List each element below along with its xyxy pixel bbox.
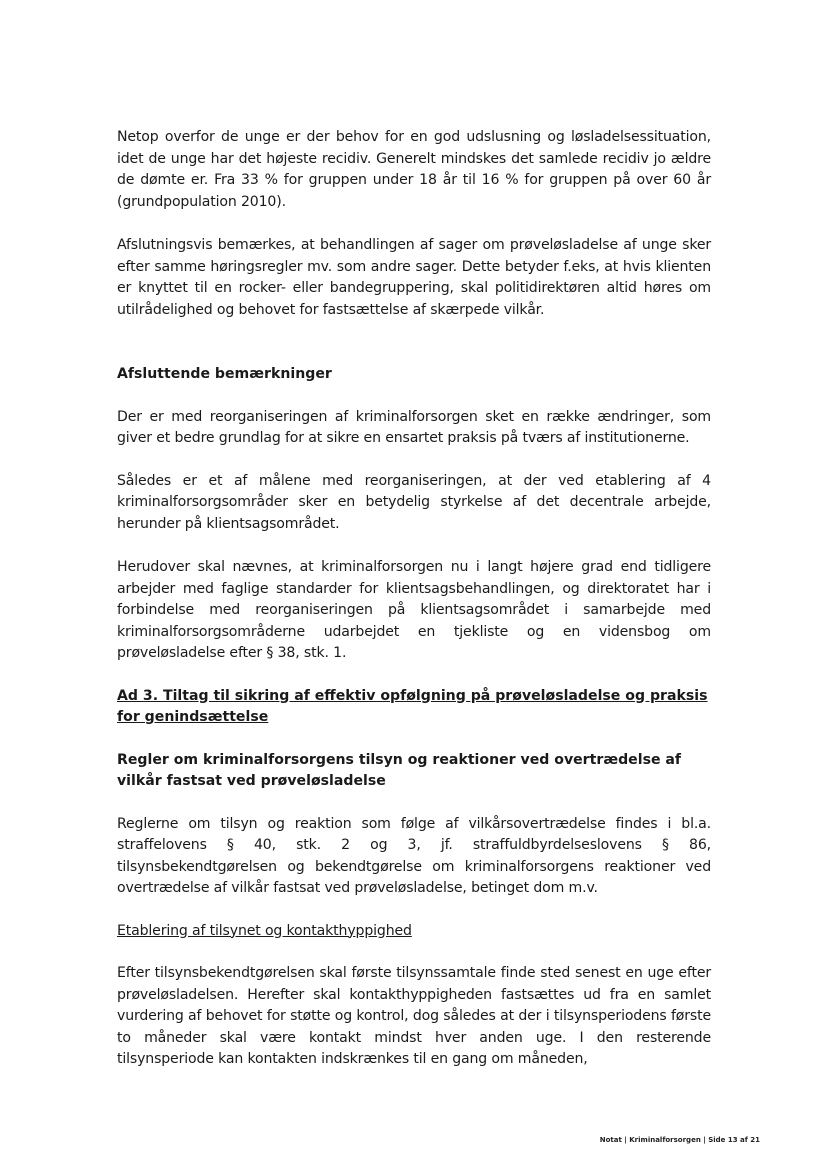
paragraph-afslutningsvis: Afslutningsvis bemærkes, at behandlingen af sager om prøveløsladelse af unge sker efter samme høringsregler mv. som andre sager. Dette betyder f.eks, at hvis klienten er knyttet til en rocker- eller bandegruppering, skal politidirektøren altid høres om utilrådelighed og behovet for fastsættelse af skærpede vilkår.: [117, 237, 711, 318]
heading-ad3: Ad 3. Tiltag til sikring af effektiv opfølgning på prøveløsladelse og praksis for genindsættelse: [117, 687, 708, 725]
paragraph-maalene: Således er et af målene med reorganiseringen, at der ved etablering af 4 kriminalforsorgsområder sker en betydelig styrkelse af det decentrale arbejde, herunder på klientsagsområdet.: [117, 472, 711, 532]
heading-afsluttende-bemaerkninger: Afsluttende bemærkninger: [117, 366, 332, 382]
paragraph-tilsynsbekendtgoerelsen: Efter tilsynsbekendtgørelsen skal første tilsynssamtale finde sted senest en uge efter prøveløsladelsen. Herefter skal kontakthyppigheden fastsættes ud fra en samlet vurdering af behovet for støtte og kontrol, dog således at der i tilsynsperiodens første to måneder skal være kontakt mindst hver anden uge. I den resterende tilsynsperiode kan kontakten indskrænkes til en gang om måneden,: [117, 965, 711, 1067]
paragraph-recidiv: Netop overfor de unge er der behov for en god udslusning og løsladelsessituation, idet de unge har det højeste recidiv. Generelt mindskes det samlede recidiv jo ældre de dømte er. Fra 33 % for gruppen under 18 år til 16 % for gruppen på over 60 år (grundpopulation 2010).: [117, 129, 711, 210]
heading-etablering-tilsyn: Etablering af tilsynet og kontakthyppighed: [117, 922, 412, 939]
paragraph-herudover: Herudover skal nævnes, at kriminalforsorgen nu i langt højere grad end tidligere arbejder med faglige standarder for klientsagsbehandlingen, og direktoratet har i forbindelse med reorganiseringen på klientsagsområdet i samarbejde med kriminalforsorgsområderne udarbejdet en tjekliste og en vidensbog om prøveløsladelse efter § 38, stk. 1.: [117, 559, 711, 661]
paragraph-reorganisering: Der er med reorganiseringen af kriminalforsorgen sket en række ændringer, som giver et bedre grundlag for at sikre en ensartet praksis på tværs af institutionerne.: [117, 408, 711, 446]
heading-regler-tilsyn: Regler om kriminalforsorgens tilsyn og reaktioner ved overtrædelse af vilkår fastsat ved prøveløsladelse: [117, 751, 682, 789]
paragraph-reglerne: Reglerne om tilsyn og reaktion som følge af vilkårsovertrædelse findes i bl.a. straffelovens § 40, stk. 2 og 3, jf. straffuldbyrdelseslovens § 86, tilsynsbekendtgørelsen og bekendtgørelse om kriminalforsorgens reaktioner ved overtrædelse af vilkår fastsat ved prøveløsladelse, betinget dom m.v.: [117, 815, 711, 896]
page-footer: Notat | Kriminalforsorgen | Side 13 af 21: [599, 1136, 760, 1144]
document-body: [117, 127, 711, 1071]
